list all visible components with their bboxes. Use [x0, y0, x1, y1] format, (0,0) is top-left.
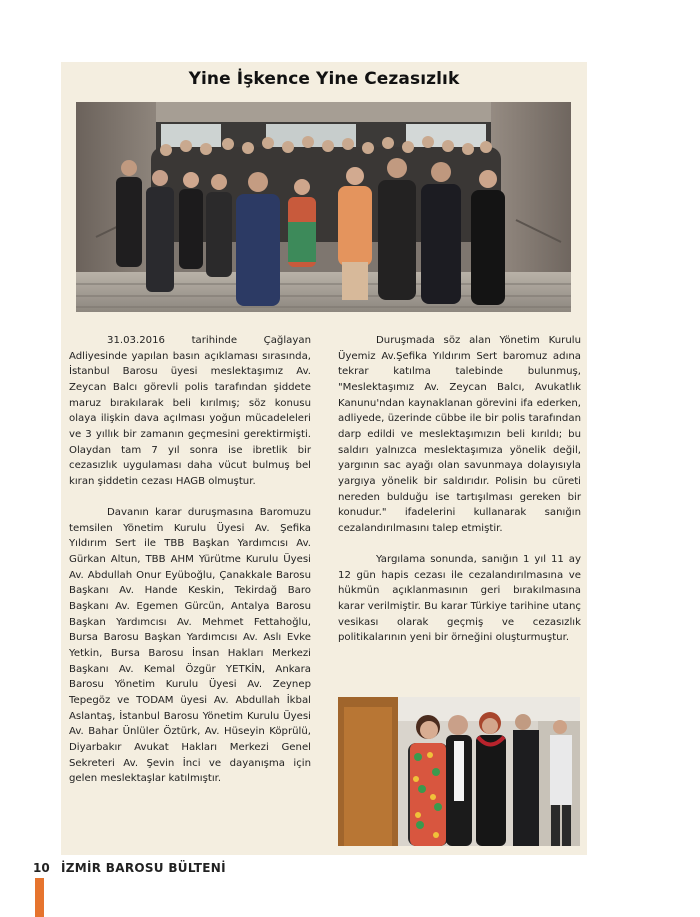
page-number: 10 [33, 861, 50, 875]
right-column [338, 333, 581, 662]
accent-bar [35, 878, 44, 917]
lawyers-photo [338, 697, 580, 846]
paragraph: 31.03.2016 tarihinde Çağlayan Adliyesinde yapılan basın açıklaması sırasında, İstanbul Barosu üyesi meslektaşımız Av. Zeycan Balcı görevli polis tarafından şiddete maruz bırakılarak beli kırılmış; söz konusu olaya ilişkin dava açılması yoğun mücadeleleri ve 3 yıllık bir zamanın geçmesini gerektirmişti. Olaydan tam 7 yıl sonra ise ibretlik bir cezasızlık uygulaması daha vücut bulmuş bel kıran şiddetin cezası HAGB olmuştur. [69, 335, 311, 487]
paragraph: Yargılama sonunda, sanığın 1 yıl 11 ay 12 gün hapis cezası ile cezalandırılmasına ve hükmün açıklanmasının geri bırakılmasına karar verilmiştir. Bu karar Türkiye tarihine utanç vesikası olarak geçmiş ve cezasızlık politikalarının yeni bir örneğini oluşturmuştur. [338, 554, 581, 644]
publication-name: İZMİR BAROSU BÜLTENİ [61, 861, 226, 875]
paragraph: Duruşmada söz alan Yönetim Kurulu Üyemiz Av.Şefika Yıldırım Sert baromuz adına tekrar katılma talebinde bulunmuş, "Meslektaşımız Av. Zeycan Balcı, Avukatlık Kanunu'ndan kaynaklanan görevini ifa ederken, adliyede, üzerinde cübbe ile bir polis tarafından darp edildi ve meslektaşımızın beli kırıldı; bu saldırı yalnızca meslektaşımıza yönelik değil, yargının sac ayağı olan savunmaya dolayısıyla yargıya yönelik bir saldırıdır. Polisin bu cüreti nereden bulduğu ise tartışılması gereken bir konudur." ifadelerini kullanarak sanığın cezalandırılmasını talep etmiştir. [338, 335, 581, 534]
paragraph: Davanın karar duruşmasına Baromuzu temsilen Yönetim Kurulu Üyesi Av. Şefika Yıldırım Sert ile TBB Başkan Yardımcısı Av. Gürkan Altun, TBB AHM Yürütme Kurulu Üyesi Av. Abdullah Onur Eyüboğlu, Çanakkale Barosu Başkanı Av. Hande Keskin, Tekirdağ Baro Başkanı Av. Egemen Gürcün, Antalya Barosu Başkan Yardımcısı Av. Mehmet Fettahoğlu, Bursa Barosu Başkan Yardımcısı Av. Aslı Evke Yetkin, Bursa Barosu İnsan Hakları Merkezi Başkanı Av. Kemal Özgür YETKİN, Ankara Barosu Yönetim Kurulu Üyesi Av. Zeynep Tepegöz ve TODAM üyesi Av. Abdullah İkbal Aslantaş, İstanbul Barosu Yönetim Kurulu Üyesi Av. Bahar Ünlüler Öztürk, Av. Hüseyin Köprülü, Diyarbakır Avukat Hakları Merkezi Genel Sekreteri Av. Şevin İnci ve dayanışma için gelen meslektaşlar katılmıştır. [69, 507, 311, 785]
left-column [69, 333, 311, 803]
article-title: Yine İşkence Yine Cezasızlık [188, 69, 460, 89]
group-photo [76, 102, 571, 312]
